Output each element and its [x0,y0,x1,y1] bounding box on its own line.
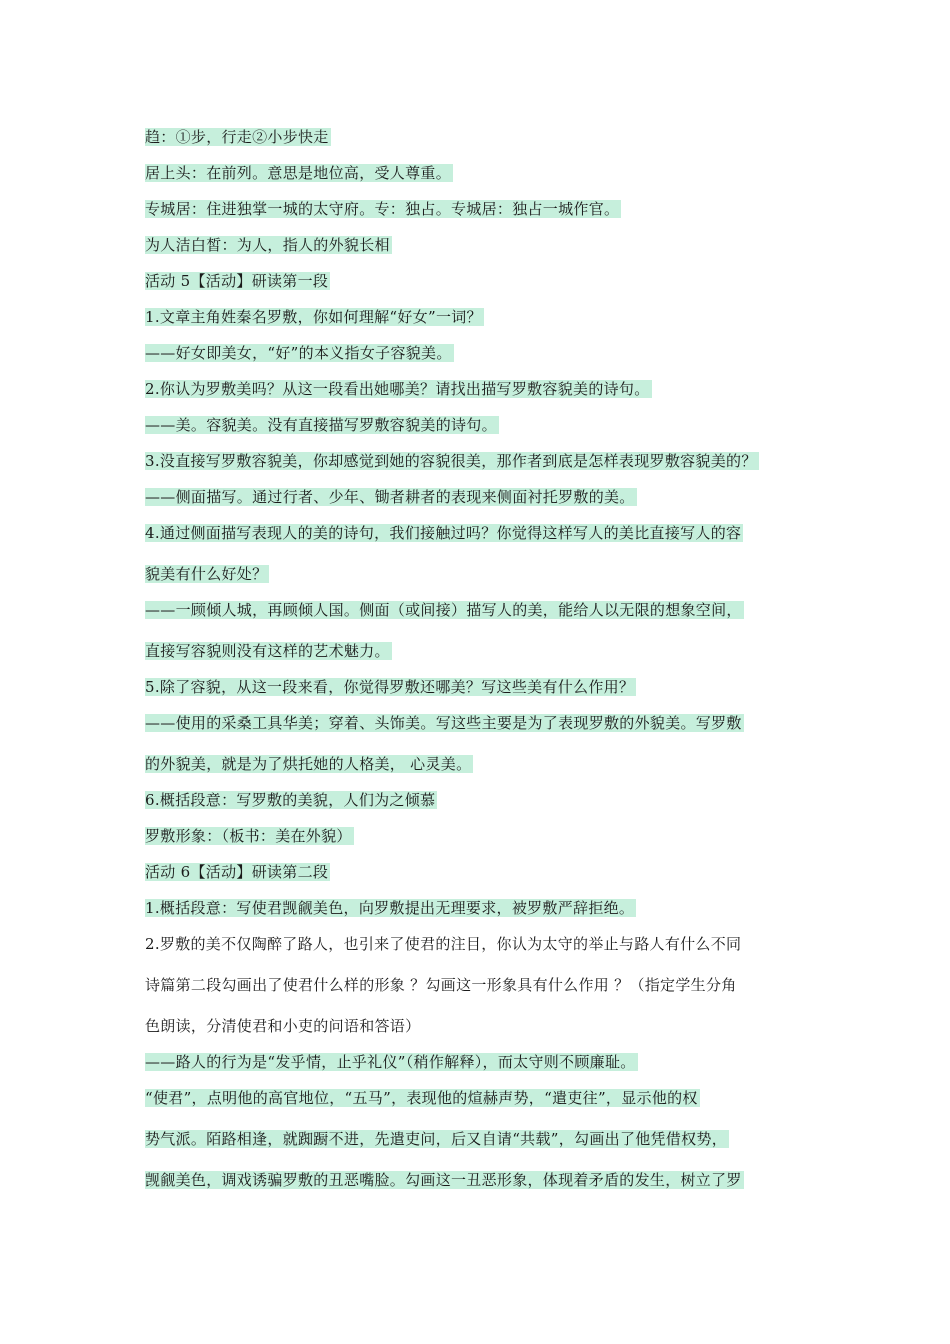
text-line [145,523,743,543]
text-line [145,451,759,471]
text-line-content: 直接写容貌则没有这样的艺术魅力。 [145,642,390,660]
text-line [145,600,744,620]
text-line [145,163,453,183]
text-line [145,127,331,147]
text-line-content: 活动 6【活动】研读第二段 [145,863,329,881]
text-line [145,235,392,255]
text-line-content: 为人洁白皙：为人，指人的外貌长相 [145,236,390,254]
text-line-content: 6.概括段意：写罗敷的美貌，人们为之倾慕 [145,791,436,809]
text-line [145,934,741,954]
text-line-content: ——侧面描写。通过行者、少年、锄者耕者的表现来侧面衬托罗敷的美。 [145,488,635,506]
text-line-content: 势气派。陌路相逢，就踟蹰不进，先遣吏问，后又自请“共载”，勾画出了他凭借权势， [145,1130,728,1148]
text-line-content: 2.罗敷的美不仅陶醉了路人，也引来了使君的注目，你认为太守的举止与路人有什么不同 [145,935,742,953]
text-line-content: ——好女即美女，“好”的本义指女子容貌美。 [145,344,452,362]
text-line [145,826,354,846]
text-line [145,1170,744,1190]
text-line [145,415,499,435]
text-line-content: ——路人的行为是“发乎情，止乎礼仪”（稍作解释），而太守则不顾廉耻。 [145,1053,636,1071]
text-line-content: 5.除了容貌，从这一段来看，你觉得罗敷还哪美？写这些美有什么作用？ [145,678,635,696]
text-line [145,898,636,918]
text-line-content: 趋：①步，行走②小步快走 [145,128,329,146]
text-line-content: 色朗读，分清使君和小吏的问语和答语） [145,1017,421,1035]
text-line-content: 诗篇第二段勾画出了使君什么样的形象 ？勾画这一形象具有什么作用 ？（指定学生分角 [145,976,737,994]
text-line [145,790,437,810]
text-line-content: “使君”，点明他的高官地位，“五马”，表现他的煊赫声势，“遣吏往”，显示他的权 [145,1089,698,1107]
text-line [145,379,652,399]
text-line [145,199,621,219]
text-line-content: 2.你认为罗敷美吗？从这一段看出她哪美？请找出描写罗敷容貌美的诗句。 [145,380,650,398]
text-line-content: ——使用的采桑工具华美；穿着、头饰美。写这些主要是为了表现罗敷的外貌美。写罗敷 [145,714,742,732]
text-line-content: 活动 5【活动】研读第一段 [145,272,329,290]
text-line-content: 的外貌美，就是为了烘托她的人格美， 心灵美。 [145,755,472,773]
text-line [145,641,392,661]
text-line [145,1016,420,1036]
text-line-content: 貌美有什么好处？ [145,565,268,583]
text-line-content: 罗敷形象：（板书：美在外貌） [145,827,352,845]
text-line-content: 3.没直接写罗敷容貌美，你却感觉到她的容貌很美，那作者到底是怎样表现罗敷容貌美的？ [145,452,757,470]
text-line [145,487,637,507]
text-line [145,975,737,995]
text-line-content: 4.通过侧面描写表现人的美的诗句，我们接触过吗？你觉得这样写人的美比直接写人的容 [145,524,742,542]
text-line-content: 1.概括段意：写使君觊觎美色，向罗敷提出无理要求，被罗敷严辞拒绝。 [145,899,635,917]
text-line [145,754,473,774]
text-line-content: ——美。容貌美。没有直接描写罗敷容貌美的诗句。 [145,416,497,434]
text-line [145,307,484,327]
text-line-content: 1.文章主角姓秦名罗敷，你如何理解“好女”一词？ [145,308,482,326]
text-line [145,713,744,733]
section-heading [145,862,330,882]
text-line-content: ——一顾倾人城，再顾倾人国。侧面（或间接）描写人的美，能给人以无限的想象空间， [145,601,742,619]
text-line [145,1052,638,1072]
text-line-content: 专城居：住进独掌一城的太守府。专：独占。专城居：独占一城作官。 [145,200,620,218]
text-line [145,564,269,584]
text-line [145,1129,729,1149]
section-heading [145,271,330,291]
text-line-content: 觊觎美色，调戏诱骗罗敷的丑恶嘴脸。勾画这一丑恶形象，体现着矛盾的发生，树立了罗 [145,1171,742,1189]
text-line [145,343,454,363]
text-line-content: 居上头：在前列。意思是地位高，受人尊重。 [145,164,452,182]
text-line [145,1088,700,1108]
text-line [145,677,636,697]
